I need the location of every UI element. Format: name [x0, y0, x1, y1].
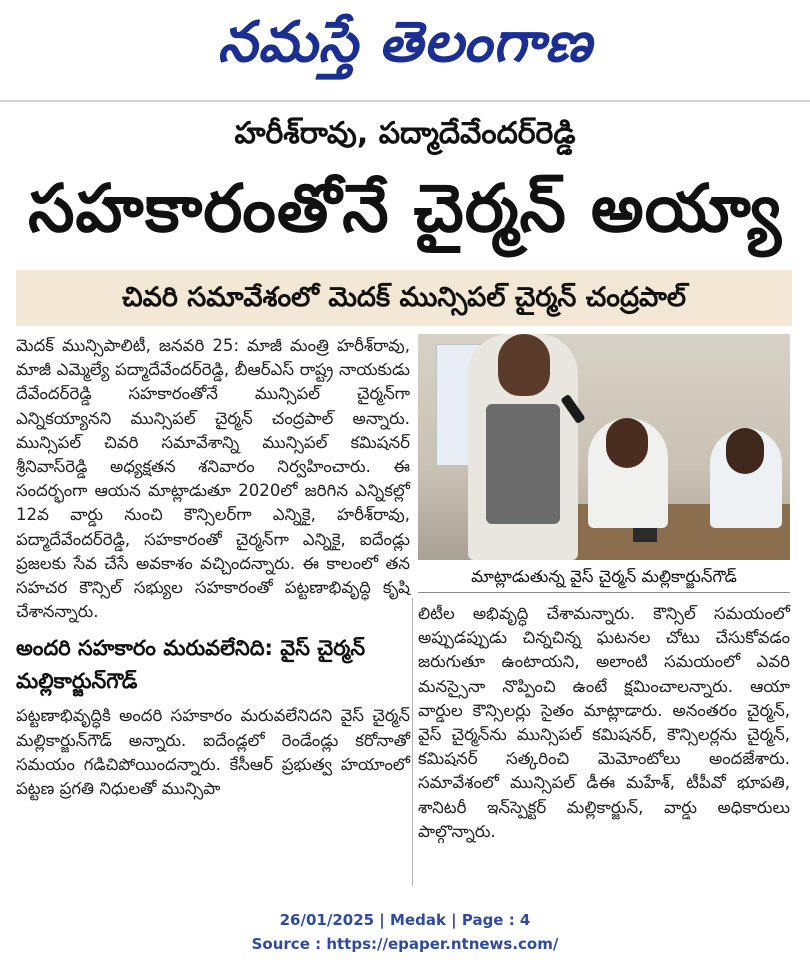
newspaper-logo: నమస్తే తెలంగాణ	[217, 10, 593, 75]
footer-date-edition: 26/01/2025 | Medak | Page : 4	[279, 911, 531, 929]
footer-source-link[interactable]: Source : https://epaper.ntnews.com/	[251, 935, 559, 953]
body-paragraph-1: మెదక్ మున్సిపాలిటీ, జనవరి 25: మాజీ మంత్రి హరీశ్‌రావు, మాజీ ఎమ్మెల్యే పద్మాదేవేందర్‌రెడ్డి, బీఆర్‌ఎస్ రాష్ట్ర నాయకుడు దేవేందర్‌రెడ్డి సహకారంతోనే మున్సిపల్ చైర్మన్‌గా ఎన్నికయ్యానని మున్సిపల్ చైర్మన్ చంద్రపాల్ అన్నారు. మున్సిపల్ చివరి సమావేశాన్ని మున్సిపల్ కమిషనర్ శ్రీనివాస్‌రెడ్డి అధ్యక్షతన శనివారం నిర్వహించారు. ఈ సందర్భంగా ఆయన మాట్లాడుతూ 2020లో జరిగిన ఎన్నికల్లో 12వ వార్డు నుంచి కౌన్సిలర్‌గా ఎన్నికై, హరీశ్‌రావు, పద్మాదేవేందర్‌రెడ్డి, సహకారంతో చైర్మన్‌గా ఎన్నికై, ఐదేండ్లు ప్రజలకు సేవ చేసే అవకాశం వచ్చిందన్నారు. ఈ కాలంలో తన సహచర కౌన్సిల్ సభ్యుల సహకారంతో పట్టణాభివృద్ధి కృషి చేశానన్నారు.	[16, 336, 410, 622]
page-footer	[0, 908, 810, 956]
masthead	[0, 0, 810, 102]
left-column	[16, 334, 410, 801]
seated-person	[710, 428, 782, 528]
article-kicker: హరీశ్‌రావు, పద్మాదేవేందర్‌రెడ్డి	[234, 116, 576, 151]
crosshead: అందరి సహకారం మరువలేనిది: వైస్ చైర్మన్ మల్లికార్జున్‌గౌడ్	[16, 636, 366, 694]
speaking-person	[468, 334, 578, 560]
body-paragraph-3: లిటీల అభివృద్ధి చేశామన్నారు. కౌన్సిల్ సమయంలో అప్పుడప్పుడు చిన్నచిన్న ఘటనల చోటు చేసుకోవడం జరుగుతూ ఉంటాయని, అలాంటి సమయంలో ఎవరి మనస్సైనా నొప్పించి ఉంటే క్షమించాలన్నారు. ఆయా వార్డుల కౌన్సిలర్లు సైతం మాట్లాడారు. అనంతరం చైర్మన్, వైస్ చైర్మన్‌ను మున్సిపల్ కమిషనర్, కౌన్సిలర్లను చైర్మన్, కమిషనర్ సత్కరించి మెమోంటోలు అందజేశారు. సమావేశంలో మున్సిపల్ డీఈ మహేశ్, టీపీవో భూపతి, శానిటరీ ఇన్‌స్పెక్టర్ మల్లికార్జున్, వార్డు అధికారులు పాల్గొన్నారు.	[418, 604, 790, 841]
right-column	[418, 602, 790, 844]
news-photo	[418, 334, 790, 560]
article-headline: సహకారంతోనే చైర్మన్ అయ్యా	[28, 170, 782, 247]
article-subhead: చివరి సమావేశంలో మెదక్ మున్సిపల్ చైర్మన్ చంద్రపాల్	[16, 270, 792, 326]
column-divider	[412, 598, 413, 886]
photo-caption: మాట్లాడుతున్న వైస్ చైర్మన్ మల్లికార్జున్‌గౌడ్	[418, 562, 790, 593]
seated-person	[588, 418, 668, 528]
body-paragraph-2: పట్టణాభివృద్ధికి అందరి సహకారం మరువలేనిదని వైస్ చైర్మన్ మల్లికార్జున్‌గౌడ్ అన్నారు. ఐదేండ్లలో రెండేండ్లు కరోనాతో సమయం గడిచిపోయిందన్నారు. కేసీఆర్ ప్రభుత్వ హయాంలో పట్టణ ప్రగతి నిధులతో మున్సిపా	[16, 706, 410, 799]
